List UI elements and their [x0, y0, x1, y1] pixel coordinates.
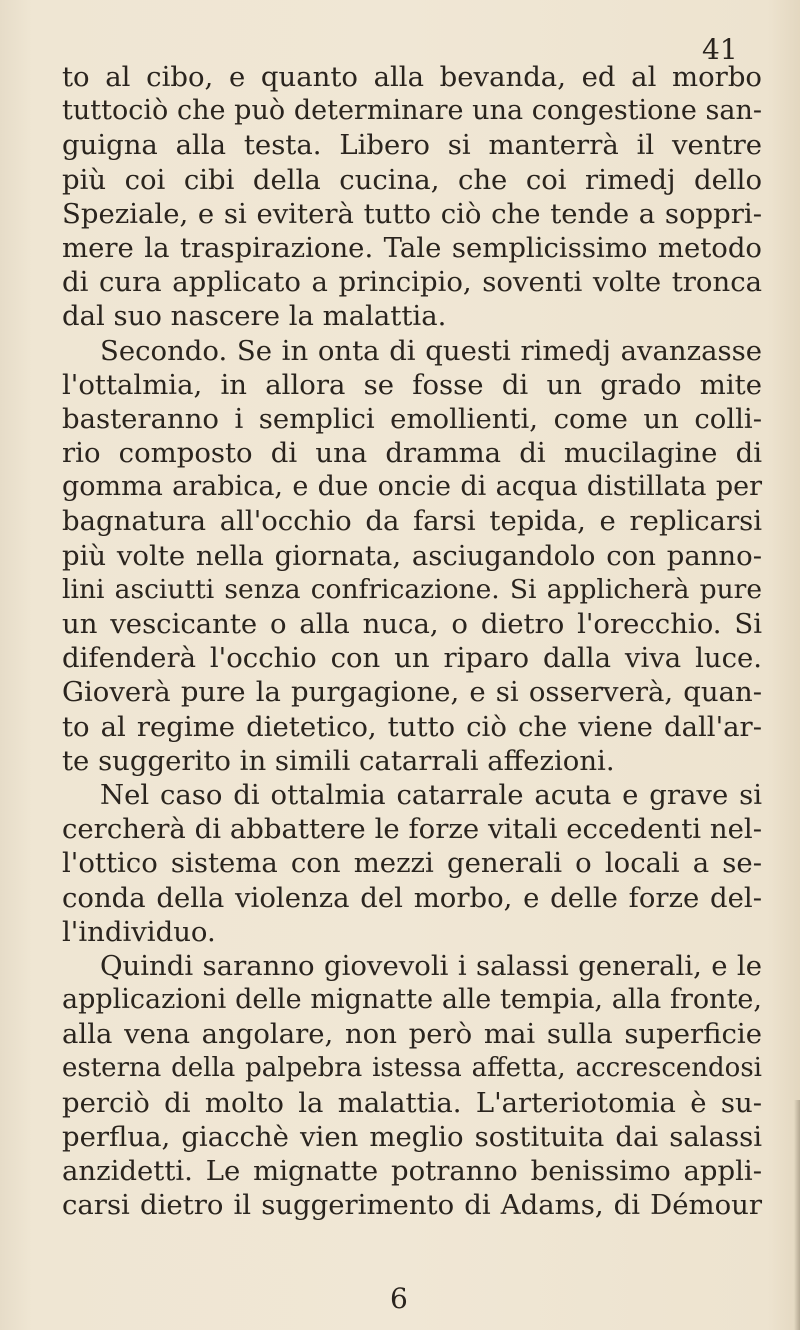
text-line: Secondo. Se in onta di questi rimedj avanzasse [100, 334, 762, 367]
text-line: alla vena angolare, non però mai sulla superficie [62, 1018, 762, 1051]
text-line: dal suo nascere la malattia. [62, 300, 447, 333]
text-line: più volte nella giornata, asciugandolo con panno- [62, 539, 762, 572]
text-line: Quindi saranno giovevoli i salassi generali, e le [100, 949, 762, 982]
text-line: Nel caso di ottalmia catarrale acuta e grave si [100, 778, 762, 811]
text-line: bagnatura all'occhio da farsi tepida, e replicarsi [62, 505, 762, 538]
text-line: l'individuo. [62, 915, 216, 948]
text-line: basteranno i semplici emollienti, come un colli- [62, 402, 762, 435]
text-line: mere la traspirazione. Tale semplicissimo metodo [62, 231, 762, 264]
text-line: cercherà di abbattere le forze vitali eccedenti nel- [62, 813, 762, 846]
text-line: conda della violenza del morbo, e delle forze del- [62, 881, 762, 914]
text-line: l'ottico sistema con mezzi generali o locali a se- [62, 847, 762, 880]
text-line: to al cibo, e quanto alla bevanda, ed al morbo [62, 61, 762, 93]
page-edge-shadow [794, 1100, 800, 1330]
text-line: di cura applicato a principio, soventi volte tronca [62, 266, 762, 299]
text-line: lini asciutti senza confricazione. Si applicherà pure [62, 573, 762, 605]
text-line: l'ottalmia, in allora se fosse di un grado mite [62, 368, 762, 401]
body-text [62, 60, 762, 1222]
text-line: esterna della palpebra istessa affetta, accrescendosi [62, 1053, 762, 1084]
text-line: Speziale, e si eviterà tutto ciò che tende a soppri- [62, 197, 762, 230]
text-line: te suggerito in simili catarrali affezioni. [62, 744, 615, 777]
text-line: perflua, giacchè vien meglio sostituita dai salassi [62, 1120, 762, 1153]
text-line: rio composto di una dramma di mucilagine di [62, 437, 762, 470]
text-line: gomma arabica, e due oncie di acqua distillata per [62, 471, 762, 503]
text-line: un vescicante o alla nuca, o dietro l'orecchio. Si [62, 608, 762, 640]
signature-mark: 6 [390, 1282, 408, 1315]
page-number: 41 [702, 33, 738, 66]
text-line: perciò di molto la malattia. L'arteriotomia è su- [62, 1086, 762, 1119]
text-line: to al regime dietetico, tutto ciò che viene dall'ar- [62, 710, 762, 743]
text-line: carsi dietro il suggerimento di Adams, di Démour [62, 1189, 762, 1222]
text-line: più coi cibi della cucina, che coi rimedj dello [62, 163, 762, 196]
text-line: Gioverà pure la purgagione, e si osserverà, quan- [62, 676, 762, 709]
text-line: anzidetti. Le mignatte potranno benissimo appli- [62, 1155, 762, 1187]
text-line: applicazioni delle mignatte alle tempia, alla fronte, [62, 984, 762, 1016]
text-line: tuttociò che può determinare una congestione san- [62, 95, 762, 127]
text-line: guigna alla testa. Libero si manterrà il ventre [62, 129, 762, 162]
text-line: difenderà l'occhio con un riparo dalla viva luce. [62, 642, 762, 675]
